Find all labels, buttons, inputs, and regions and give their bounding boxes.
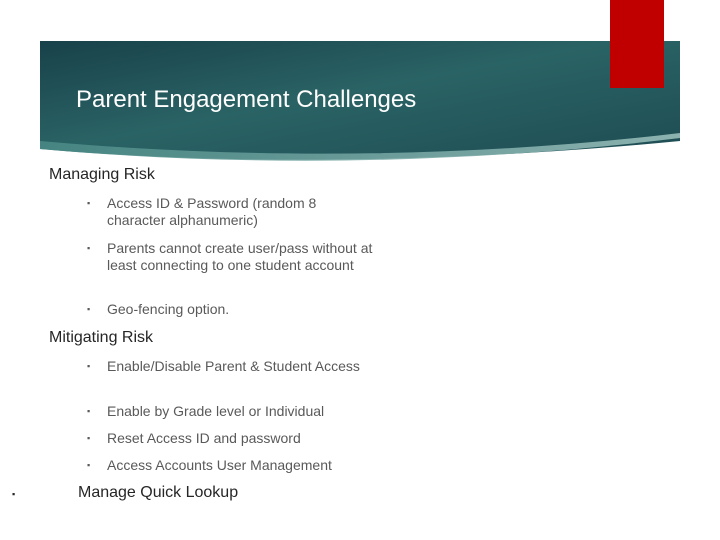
bullet-marker-icon: ▪ <box>87 198 91 208</box>
bullet-text: Geo-fencing option. <box>107 301 230 317</box>
bullet-marker-icon: ▪ <box>87 243 91 253</box>
bullet-text: Access ID & Password (random 8 character alphanumeric) <box>107 195 317 228</box>
bullet-text: Parents cannot create user/pass without at least connecting to one student account <box>107 240 373 273</box>
section-heading-mitigating-risk: Mitigating Risk <box>49 329 154 346</box>
bullet-item <box>87 430 377 447</box>
bullet-item <box>87 457 377 474</box>
bullet-marker-icon: ▪ <box>87 361 91 371</box>
bullet-text: Access Accounts User Management <box>107 457 332 473</box>
section-heading-managing-risk: Managing Risk <box>49 166 155 183</box>
bullet-item <box>87 403 377 420</box>
bullet-text: Enable by Grade level or Individual <box>107 403 325 419</box>
top-level-bullet-text: Manage Quick Lookup <box>78 484 239 501</box>
bullet-marker-icon: ▪ <box>87 406 91 416</box>
top-level-bullet <box>12 484 239 502</box>
bullet-text: Enable/Disable Parent & Student Access <box>107 358 360 374</box>
bullet-marker-icon: ▪ <box>87 304 91 314</box>
bullet-item <box>87 195 377 229</box>
bullet-marker-icon: ▪ <box>12 489 16 499</box>
accent-block <box>610 0 664 88</box>
bullet-item <box>87 358 377 375</box>
bullet-marker-icon: ▪ <box>87 460 91 470</box>
slide-title: Parent Engagement Challenges <box>76 86 417 113</box>
bullet-marker-icon: ▪ <box>87 433 91 443</box>
bullet-text: Reset Access ID and password <box>107 430 301 446</box>
bullet-item <box>87 301 377 318</box>
bullet-item <box>87 240 377 274</box>
